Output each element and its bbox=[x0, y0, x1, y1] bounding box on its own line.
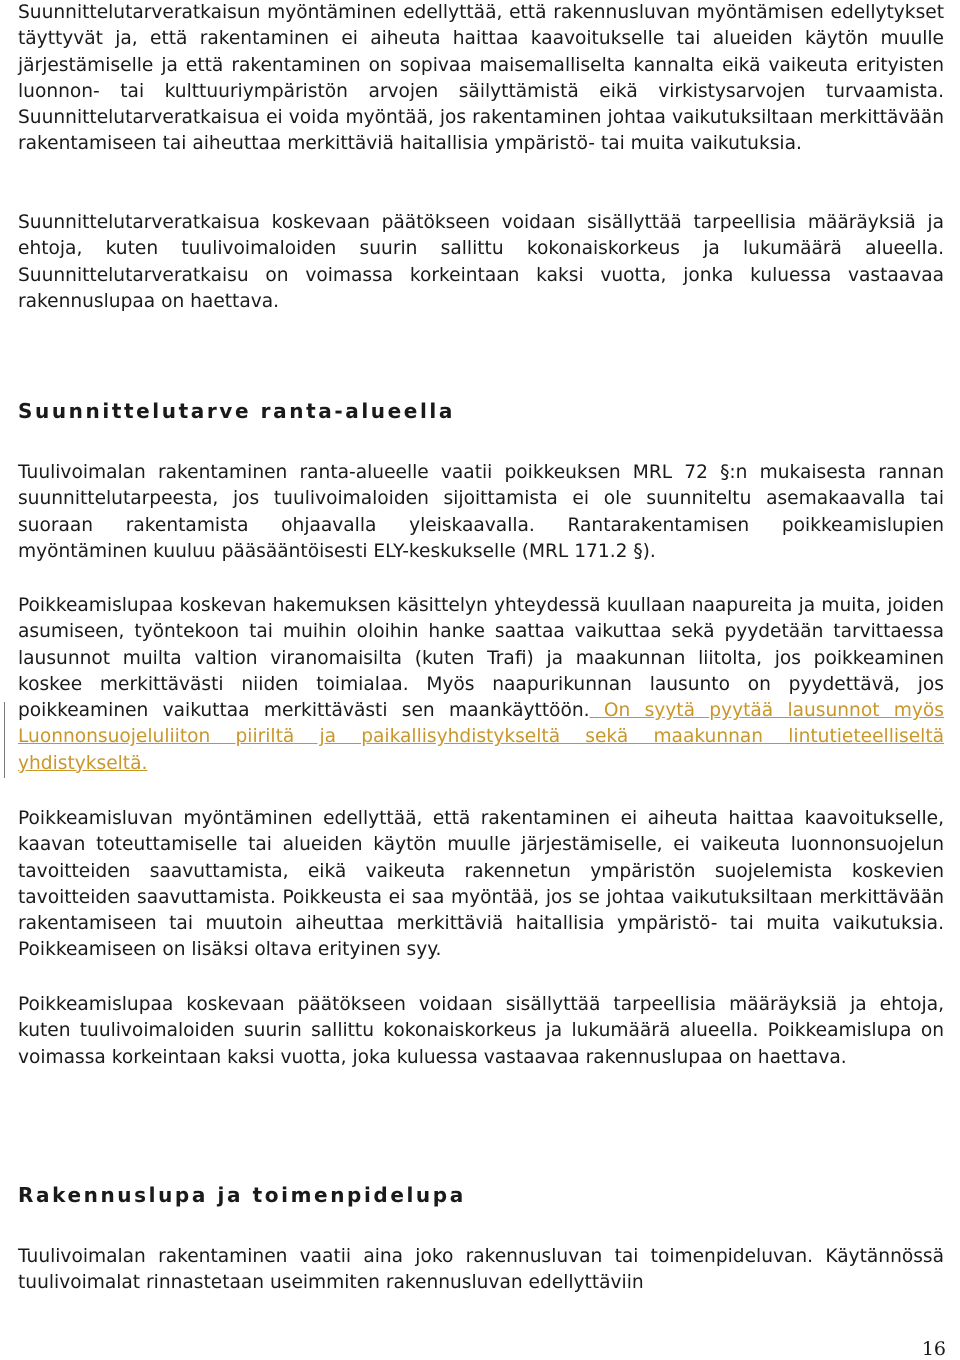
paragraph-suunnittelutarveratkaisun-edellytykset: Suunnittelutarveratkaisun myöntäminen edellyttää, että rakennusluvan myöntämisen edellytykset täyttyvät ja, että rakentaminen ei aiheuta haittaa kaavoitukselle tai alueiden käytön muulle järjestämiselle ja että rakentaminen on sopivaa maisemalliselta kannalta eikä vaikeuta erityisten luonnon- tai kulttuuriympäristön arvojen säilyttämistä eikä virkistysarvojen turvaamista. Suunnittelutarveratkaisua ei voida myöntää, jos rakentaminen johtaa vaikutuksiltaan merkittävään rakentamiseen tai aiheuttaa merkittäviä haitallisia ympäristö- tai muita vaikutuksia. bbox=[18, 2, 944, 155]
paragraph-ranta-alue-poikkeus: Tuulivoimalan rakentaminen ranta-alueelle vaatii poikkeuksen MRL 72 §:n mukaisesta rannan suunnittelutarpeesta, jos tuulivoimaloiden sijoittamista ei ole suunniteltu asemakaavalla tai suoraan rakentamista ohjaavalla yleiskaavalla. Rantarakentamisen poikkeamislupien myöntäminen kuuluu pääsääntöisesti ELY-keskukselle (MRL 171.2 §). bbox=[18, 462, 944, 562]
paragraph-rakennuslupa: Tuulivoimalan rakentaminen vaatii aina joko rakennusluvan tai toimenpideluvan. Käytännössä tuulivoimalat rinnastetaan useimmiten rakennusluvan edellyttäviin bbox=[18, 1246, 944, 1294]
paragraph-poikkeamisluvan-edellytykset: Poikkeamisluvan myöntäminen edellyttää, että rakentaminen ei aiheuta haittaa kaavoitukselle, kaavan toteuttamiselle tai alueiden käytön muulle järjestämiselle, ei vaikeuta luonnonsuojelun tavoitteiden saavuttamista, eikä vaikeuta rakennetun ympäristön suojelemista koskevien tavoitteiden saavuttamista. Poikkeusta ei saa myöntää, jos se johtaa vaikutuksiltaan merkittävään rakentamiseen tai muutoin aiheuttaa merkittäviä haitallisia ympäristö- tai muita vaikutuksia. Poikkeamiseen on lisäksi oltava erityinen syy. bbox=[18, 808, 944, 961]
section-heading-ranta-alue: Suunnittelutarve ranta-alueella bbox=[18, 399, 455, 423]
paragraph-poikkeamislupa-kuuleminen bbox=[18, 593, 944, 777]
paragraph-text: Poikkeamislupaa koskevan hakemuksen käsittelyn yhteydessä kuullaan naapureita ja muita, joiden asumiseen, työntekoon tai muihin oloihin hanke saattaa vaikuttaa sekä pyydetään tarvittaessa lausunnot muilta valtion viranomaisilta (kuten Trafi) ja maakunnan liitolta, jos poikkeaminen koskee merkittävästi niiden toimialaa. Myös naapurikunnan lausunto on pyydettävä, jos poikkeaminen vaikuttaa merkittävästi sen maankäyttöön. bbox=[18, 595, 944, 722]
paragraph-poikkeamislupa-maaraykset: Poikkeamislupaa koskevaan päätökseen voidaan sisällyttää tarpeellisia määräyksiä ja ehtoja, kuten tuulivoimaloiden suurin sallittu kokonaiskorkeus ja lukumäärä alueella. Poikkeamislupa on voimassa korkeintaan kaksi vuotta, joka kuluessa vastaavaa rakennuslupaa on haettava. bbox=[18, 994, 944, 1068]
paragraph-suunnittelutarveratkaisu-maaraykset: Suunnittelutarveratkaisua koskevaan päätökseen voidaan sisällyttää tarpeellisia määräyksiä ja ehtoja, kuten tuulivoimaloiden suurin sallittu kokonaiskorkeus ja lukumäärä alueella. Suunnittelutarveratkaisu on voimassa korkeintaan kaksi vuotta, jonka kuluessa vastaavaa rakennuslupaa on haettava. bbox=[18, 212, 944, 312]
section-heading-rakennuslupa: Rakennuslupa ja toimenpidelupa bbox=[18, 1183, 466, 1207]
page-number: 16 bbox=[921, 1338, 946, 1360]
change-bar-marker bbox=[4, 702, 5, 778]
tracked-insertion-link[interactable]: On syytä pyytää lausunnot myös Luonnonsuojeluliiton piiriltä ja paikallisyhdistykseltä sekä maakunnan lintutieteelliseltä yhdistykseltä. bbox=[18, 700, 944, 774]
